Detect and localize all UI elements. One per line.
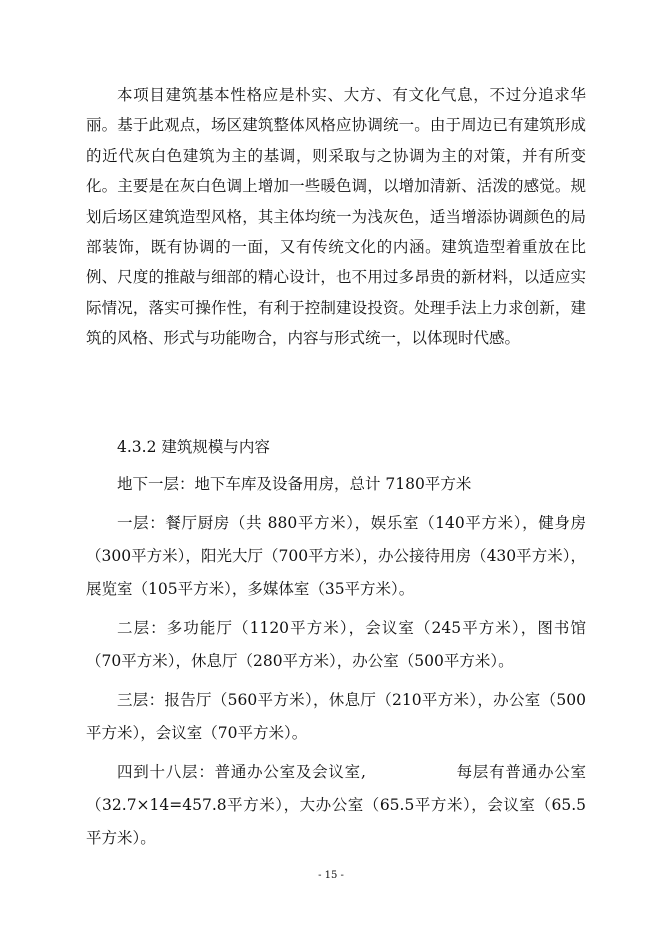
intro-paragraph: 本项目建筑基本性格应是朴实、大方、有文化气息，不过分追求华丽。基于此观点，场区建筑整体风格应协调统一。由于周边已有建筑形成的近代灰白色建筑为主的基调，则采取与之协调为主的对策，并有所变化。主要是在灰白色调上增加一些暖色调，以增加清新、活泼的感觉。规划后场区建筑造型风格，其主体均统一为浅灰色，适当增添协调颜色的局部装饰，既有协调的一面，又有传统文化的内涵。建筑造型着重放在比例、尺度的推敲与细部的精心设计，也不用过多昂贵的新材料，以适应实际情况，落实可操作性，有利于控制建设投资。处理手法上力求创新，建筑的风格、形式与功能吻合，内容与形式统一，以体现时代感。 <box>86 86 586 348</box>
floor4-18-text-b: 每层有普通办公室（32.7×14=457.8平方米），大办公室（65.5平方米），会议室（65.5平方米）。 <box>86 763 586 847</box>
floor1-text: 一层：餐厅厨房（共 880平方米），娱乐室（140平方米），健身房（300平方米），阳光大厅（700平方米），办公接待用房（430平方米），展览室（105平方米），多媒体室（35平方米）。 <box>86 514 586 598</box>
floor2-text: 二层：多功能厅（1120平方米），会议室（245平方米），图书馆（70平方米），休息厅（280平方米），办公室（500平方米）。 <box>86 619 586 670</box>
floor4-18-text-a: 四到十八层：普通办公室及会议室, <box>117 763 366 781</box>
floor3-text: 三层：报告厅（560平方米），休息厅（210平方米），办公室（500平方米），会议室（70平方米）。 <box>86 691 586 742</box>
section-heading: 4.3.2 建筑规模与内容 <box>117 438 270 456</box>
basement-floor-text: 地下一层：地下车库及设备用房，总计 7180平方米 <box>117 475 472 493</box>
page-number: - 15 - <box>318 870 344 881</box>
floor4-18-text <box>86 756 586 854</box>
